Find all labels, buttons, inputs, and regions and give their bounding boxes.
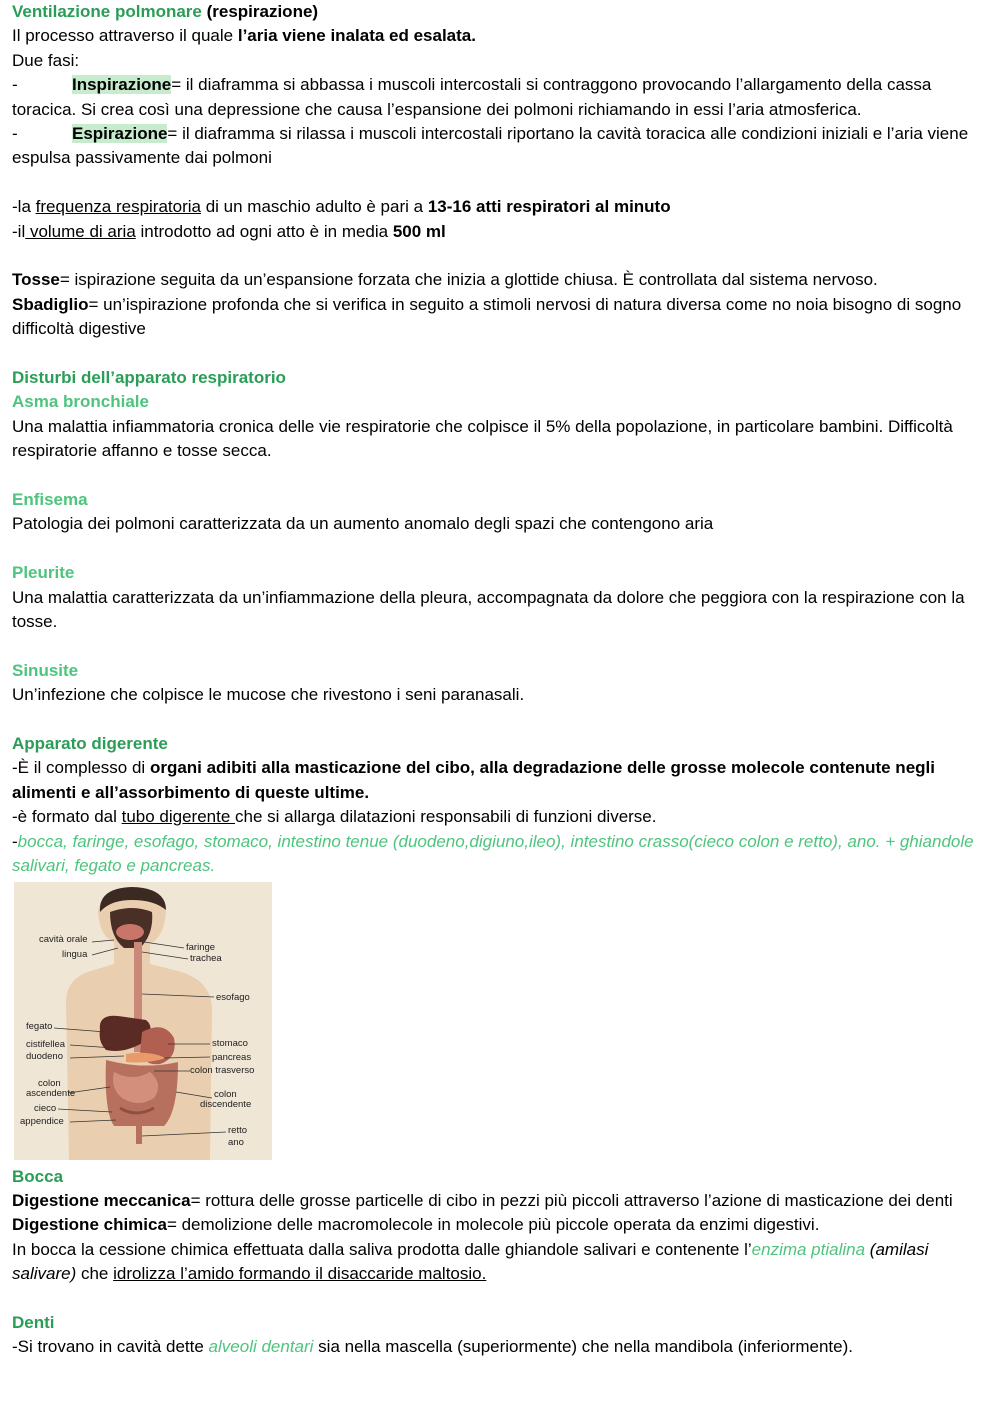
label-retto: retto — [228, 1124, 248, 1136]
digerente-line-1 — [12, 756, 988, 805]
disturbi-heading: Disturbi dell’apparato respiratorio — [12, 368, 286, 388]
digerente-l1-bold: organi adibiti alla masticazione del cibo, alla degradazione delle grosse molecole contenute negli alimenti e all’assorbimento di queste ultime. — [12, 758, 935, 802]
inspirazione-item — [12, 73, 988, 122]
denti-heading: Denti — [12, 1312, 55, 1332]
meccanica-text: = rottura delle grosse particelle di cibo in pezzi più piccoli attraverso l’azione di masticazione dei denti — [190, 1190, 953, 1210]
intro-text: Il processo attraverso il quale — [12, 26, 238, 46]
frequenza-mid: di un maschio adulto è pari a — [201, 197, 428, 217]
saliva-line — [12, 1238, 988, 1287]
volume-pre: -il — [12, 221, 26, 241]
label-cistifellea: cistifellea — [26, 1038, 66, 1050]
frequenza-value: 13-16 atti respiratori al minuto — [427, 197, 671, 217]
label-ano: ano — [228, 1136, 244, 1148]
sbadiglio-text: = un’ispirazione profonda che si verifica in seguito a stimoli nervosi di natura diversa come no noia bisogno di sogno difficoltà digestive — [12, 294, 962, 339]
chimica-term: Digestione chimica — [12, 1215, 167, 1235]
label-fegato: fegato — [26, 1020, 53, 1032]
digerente-l2-pre: -è formato dal — [12, 807, 122, 827]
enzima-ptialina: enzima ptialina — [751, 1239, 866, 1259]
digerente-line-2 — [12, 805, 988, 829]
digerente-line-3 — [12, 830, 988, 879]
amilasi-salivare: (amilasi salivare) — [12, 1239, 929, 1284]
volume-line — [12, 220, 988, 244]
intro-bold-text: l’aria viene inalata ed esalata. — [237, 26, 476, 46]
tosse-line — [12, 268, 988, 292]
sinusite-text: Un’infezione che colpisce le mucose che rivestono i seni paranasali. — [12, 685, 525, 705]
list-dash: - — [12, 124, 18, 144]
frequenza-underlined: frequenza respiratoria — [35, 197, 201, 217]
ventilazione-intro — [12, 24, 988, 48]
heading-black-text: (respirazione) — [201, 2, 319, 21]
label-pancreas: pancreas — [212, 1051, 252, 1063]
digestione-meccanica-line — [12, 1189, 988, 1213]
list-dash: - — [12, 831, 18, 851]
digestione-chimica-line — [12, 1213, 988, 1237]
denti-post: sia nella mascella (superiormente) che nella mandibola (inferiormente). — [313, 1337, 853, 1357]
digerente-l1-pre: -È il complesso di — [12, 758, 150, 778]
inspirazione-term: Inspirazione — [72, 75, 172, 95]
label-duodeno: duodeno — [26, 1050, 63, 1062]
tosse-term: Tosse — [12, 270, 60, 290]
asma-heading: Asma bronchiale — [12, 392, 149, 412]
enfisema-text: Patologia dei polmoni caratterizzata da un aumento anomalo degli spazi che contengono aria — [12, 514, 714, 534]
saliva-underlined: idrolizza l’amido formando il disaccaride maltosio. — [113, 1264, 487, 1284]
enfisema-heading: Enfisema — [12, 490, 88, 510]
digerente-l2-underlined: tubo digerente — [121, 807, 236, 827]
saliva-mid: che — [76, 1264, 114, 1284]
alveoli-dentari: alveoli dentari — [208, 1337, 314, 1357]
label-stomaco: stomaco — [212, 1037, 248, 1049]
list-dash: - — [12, 75, 18, 95]
label-colon-trasverso: colon trasverso — [190, 1064, 255, 1076]
frequenza-line — [12, 195, 988, 219]
heading-green-text: Ventilazione polmonare — [12, 2, 202, 21]
frequenza-pre: -la — [12, 197, 36, 217]
label-cavita-orale: cavità orale — [39, 933, 88, 945]
volume-underlined: volume di aria — [25, 221, 136, 241]
label-colon-discendente: colon — [214, 1088, 237, 1100]
denti-line — [12, 1335, 988, 1359]
digestive-system-illustration — [14, 882, 272, 1160]
label-colon-discendente-2: discendente — [200, 1098, 252, 1110]
espirazione-term: Espirazione — [72, 124, 168, 144]
volume-mid: introdotto ad ogni atto è in media — [135, 221, 393, 241]
due-fasi-label: Due fasi: — [12, 50, 80, 70]
bocca-heading: Bocca — [12, 1166, 64, 1186]
label-lingua: lingua — [62, 948, 88, 960]
sinusite-heading: Sinusite — [12, 660, 79, 680]
sbadiglio-term: Sbadiglio — [12, 294, 89, 314]
chimica-text: = demolizione delle macromolecole in molecole più piccole operata da enzimi digestivi. — [166, 1215, 820, 1235]
meccanica-term: Digestione meccanica — [12, 1190, 191, 1210]
digerente-heading: Apparato digerente — [12, 734, 168, 754]
ventilazione-heading — [12, 0, 988, 24]
saliva-pre: In bocca la cessione chimica effettuata dalla saliva prodotta dalle ghiandole salivari e contenente l’ — [12, 1239, 752, 1259]
denti-pre: -Si trovano in cavità dette — [12, 1337, 209, 1357]
pleurite-text: Una malattia caratterizzata da un’infiammazione della pleura, accompagnata da dolore che peggiora con la respirazione con la tosse. — [12, 587, 965, 632]
label-esofago: esofago — [216, 991, 250, 1003]
digerente-organ-list: bocca, faringe, esofago, stomaco, intestino tenue (duodeno,digiuno,ileo), intestino crasso(cieco colon e retto), ano. + ghiandole salivari, fegato e pancreas. — [12, 831, 974, 876]
label-colon-ascendente: colon — [38, 1077, 61, 1089]
label-faringe: faringe — [186, 941, 216, 953]
label-trachea: trachea — [190, 952, 222, 964]
volume-value: 500 ml — [392, 221, 446, 241]
asma-text: Una malattia infiammatoria cronica delle vie respiratorie che colpisce il 5% della popolazione, in particolare bambini. Difficoltà respiratorie affanno e tosse secca. — [12, 416, 953, 461]
label-appendice: appendice — [20, 1115, 64, 1127]
espirazione-item — [12, 122, 988, 171]
digerente-l2-post: che si allarga dilatazioni responsabili di funzioni diverse. — [235, 807, 657, 827]
sbadiglio-line — [12, 293, 988, 342]
label-colon-ascendente-2: ascendente — [26, 1087, 76, 1099]
label-cieco: cieco — [34, 1102, 57, 1114]
tosse-text: = ispirazione seguita da un’espansione forzata che inizia a glottide chiusa. È controllata dal sistema nervoso. — [59, 270, 878, 290]
inspirazione-text: = il diaframma si abbassa i muscoli intercostali si contraggono provocando l’allargamento della cassa toracica. Si crea così una depressione che causa l’espansione dei polmoni richiamando in essi l’aria atmosferica. — [12, 75, 932, 119]
espirazione-text: = il diaframma si rilassa i muscoli intercostali riportano la cavità toracica alle condizioni iniziali e l’aria viene espulsa passivamente dai polmoni — [12, 124, 969, 168]
pleurite-heading: Pleurite — [12, 563, 75, 583]
